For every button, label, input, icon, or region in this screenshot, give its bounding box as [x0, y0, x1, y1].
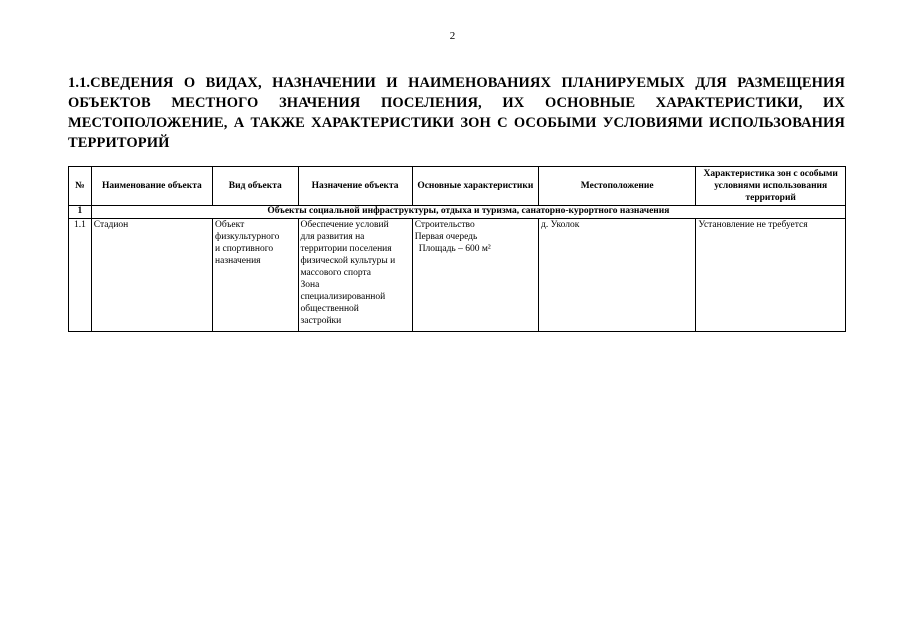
purpose-line: общественной	[300, 304, 359, 314]
section-label: Объекты социальной инфраструктуры, отдыха и туризма, санаторно-курортного назначения	[91, 206, 845, 219]
table-header-row	[69, 167, 846, 206]
characteristics-line: Строительство	[414, 220, 475, 230]
row-object-type	[213, 219, 298, 332]
purpose-line: территории поселения	[300, 244, 392, 254]
table-row	[69, 219, 846, 332]
page-number: 2	[449, 30, 456, 42]
row-characteristics	[412, 219, 538, 332]
header-number: №	[69, 167, 92, 206]
purpose-line: застройки	[300, 316, 342, 326]
characteristics-line: Первая очередь	[414, 232, 478, 242]
row-zones: Установление не требуется	[696, 219, 846, 332]
table-section-row	[69, 206, 846, 219]
header-object-purpose: Назначение объекта	[298, 167, 412, 206]
section-number: 1	[69, 206, 92, 219]
header-zones: Характеристика зон с особыми условиями использования территорий	[696, 167, 846, 206]
row-object-purpose	[298, 219, 412, 332]
header-location: Местоположение	[538, 167, 695, 206]
type-line: и спортивного	[215, 244, 274, 254]
purpose-line: для развития на	[300, 232, 365, 242]
row-number: 1.1	[69, 219, 92, 332]
planned-objects-table	[68, 166, 846, 332]
header-object-type: Вид объекта	[213, 167, 298, 206]
purpose-line: Зона	[300, 280, 320, 290]
row-object-name: Стадион	[91, 219, 212, 332]
header-object-name: Наименование объекта	[91, 167, 212, 206]
purpose-line: специализированной	[300, 292, 386, 302]
type-line: назначения	[215, 256, 261, 266]
header-characteristics: Основные характеристики	[412, 167, 538, 206]
type-line: физкультурного	[215, 232, 280, 242]
type-line: Объект	[215, 220, 245, 230]
purpose-line: физической культуры и	[300, 256, 396, 266]
purpose-line: массового спорта	[300, 268, 371, 278]
row-location: д. Уколок	[538, 219, 695, 332]
section-title: 1.1.СВЕДЕНИЯ О ВИДАХ, НАЗНАЧЕНИИ И НАИМЕНОВАНИЯХ ПЛАНИРУЕМЫХ ДЛЯ РАЗМЕЩЕНИЯ ОБЪЕКТОВ МЕСТНОГО ЗНАЧЕНИЯ ПОСЕЛЕНИЯ, ИХ ОСНОВНЫЕ ХАРАКТЕРИСТИКИ, ИХ МЕСТОПОЛОЖЕНИЕ, А ТАКЖЕ ХАРАКТЕРИСТИКИ ЗОН С ОСОБЫМИ УСЛОВИЯМИ ИСПОЛЬЗОВАНИЯ ТЕРРИТОРИЙ	[68, 75, 845, 151]
characteristics-line: Площадь – 600 м²	[418, 244, 491, 254]
purpose-line: Обеспечение условий	[300, 220, 389, 230]
